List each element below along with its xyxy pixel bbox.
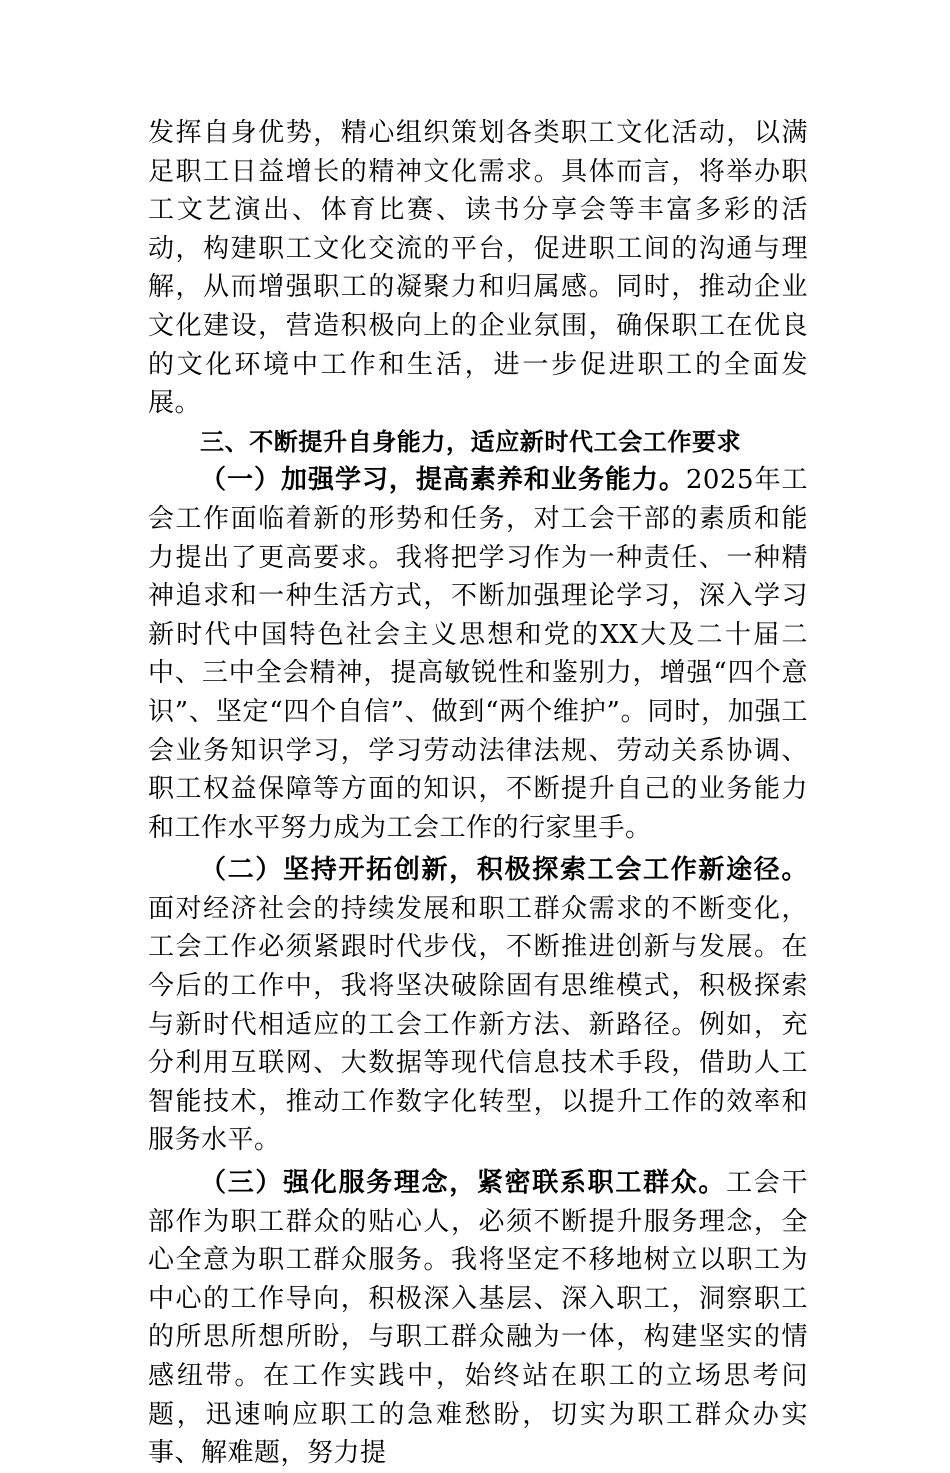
- subsection-title-3: （三）强化服务理念，紧密联系职工群众。: [200, 1168, 727, 1199]
- paragraph-innovation: [148, 851, 808, 1160]
- subsection-body-2: 面对经济社会的持续发展和职工群众需求的不断变化，工会工作必须紧跟时代步伐，不断推进创新与发展。在今后的工作中，我将坚决破除固有思维模式，积极探索与新时代相适应的工会工作新方法、新路径。例如，充分利用互联网、大数据等现代信息技术手段，借助人工智能技术，推动工作数字化转型，以提升工作的效率和服务水平。: [148, 893, 808, 1156]
- subsection-body-3: 工会干部作为职工群众的贴心人，必须不断提升服务理念，全心全意为职工群众服务。我将坚定不移地树立以职工为中心的工作导向，积极深入基层、深入职工，洞察职工的所思所想所盼，与职工群众融为一体，构建坚实的情感纽带。在工作实践中，始终站在职工的立场思考问题，迅速响应职工的急难愁盼，切实为职工群众办实事、解难题，努力提: [148, 1168, 808, 1469]
- document-page: [148, 114, 808, 1473]
- subsection-title-1: （一）加强学习，提高素养和业务能力。: [200, 465, 686, 496]
- subsection-body-1: 2025年工会工作面临着新的形势和任务，对工会干部的素质和能力提出了更高要求。我将把学习作为一种责任、一种精神追求和一种生活方式，不断加强理论学习，深入学习新时代中国特色社会主义思想和党的XX大及二十届二中、三中全会精神，提高敏锐性和鉴别力，增强“四个意识”、坚定“四个自信”、做到“两个维护”。同时，加强工会业务知识学习，学习劳动法律法规、劳动关系协调、职工权益保障等方面的知识，不断提升自己的业务能力和工作水平努力成为工会工作的行家里手。: [148, 465, 808, 843]
- section-heading-3: 三、不断提升自身能力，适应新时代工会工作要求: [200, 427, 742, 456]
- subsection-title-2: （二）坚持开拓创新，积极探索工会工作新途径。: [200, 855, 808, 886]
- paragraph-service: [148, 1164, 808, 1473]
- paragraph-culture-activities: 发挥自身优势，精心组织策划各类职工文化活动，以满足职工日益增长的精神文化需求。具体而言，将举办职工文艺演出、体育比赛、读书分享会等丰富多彩的活动，构建职工文化交流的平台，促进职工间的沟通与理解，从而增强职工的凝聚力和归属感。同时，推动企业文化建设，营造积极向上的企业氛围，确保职工在优良的文化环境中工作和生活，进一步促进职工的全面发展。: [148, 118, 808, 419]
- paragraph-study: [148, 461, 808, 847]
